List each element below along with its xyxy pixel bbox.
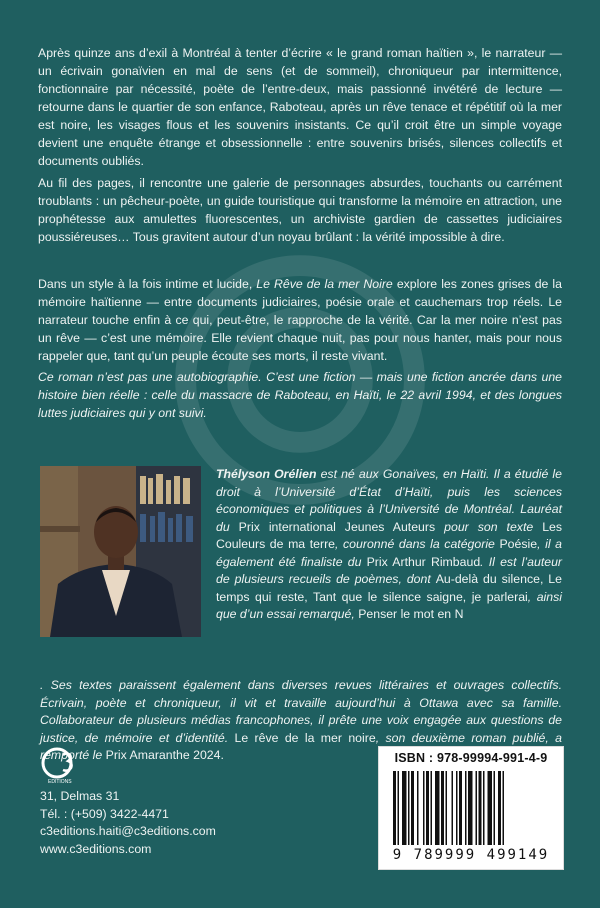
publisher-email: c3editions.haiti@c3editions.com — [40, 824, 216, 838]
work-2: Au-delà du silence — [435, 572, 540, 586]
author-bio-part-1: Thélyson Orélien est né aux Gonaïves, en Haïti. Il a étudié le droit à l’Université d’État d’Haïti, puis les sciences économiques et politiques à l’Université de Montréal. Lauréat du Prix international Jeunes Auteurs pour son texte Les Couleurs de ma terre, couronné dans la catégorie Poésie, il a également été finaliste du Prix Arthur Rimbaud. Il est l’auteur de plusieurs recueils de poèmes, dont Au-delà du silence, Le temps qui reste, Tant que le silence saigne, je parlerai, ainsi que d’un essai remarqué, Penser le mot en N — [216, 467, 563, 621]
summary-paragraph-1: Après quinze ans d’exil à Montréal à tenter d’écrire « le grand roman haïtien », le narrateur — un écrivain gonaïvien en mal de sens (et de sommeil), chroniqueur par intermittence, fonctionnaire par nécessité, poète de l’entre-deux, mais passionné invétéré de lecture — retourne dans le quartier de son enfance, Raboteau, après un rêve tenace et répétitif où la mer est noire, les visages flous et les souvenirs insistants. Ce qu’il croit être un simple voyage devient une enquête étrange et obsessionnelle : entre souvenirs brisés, silences collectifs et documents oubliés. — [38, 46, 562, 168]
publisher-logo-icon — [40, 745, 100, 785]
barcode-bar — [488, 771, 493, 845]
barcode-bar — [452, 771, 454, 845]
barcode-bar — [435, 771, 440, 845]
barcode-bar — [459, 771, 462, 845]
barcode-bar — [398, 771, 400, 845]
barcode-bar — [456, 771, 458, 845]
barcode-bar — [411, 771, 414, 845]
publisher-website: www.c3editions.com — [40, 841, 152, 856]
barcode-number: 9 789999 499149 — [392, 847, 550, 863]
barcode-bar — [441, 771, 444, 845]
work-3: Le temps qui reste — [216, 572, 562, 604]
prize-1: Prix international Jeunes Auteurs — [238, 519, 436, 534]
barcode-bar — [498, 771, 501, 845]
summary-p3-rest: explore les zones grises de la mémoire haïtienne — entre documents judiciaires, poésie orale et cauchemars trop réels. Le narrateur touche enfin à ce qui, peut-être, le rapproche de la vérité. Car la mer noire n’est pas un rêve — c’est une mémoire. Elle revient chaque nuit, pas pour nous hanter, mais pour nous rappeler que, tant qu’un peuple écoute ses morts, il reste vivant. — [38, 277, 562, 363]
barcode-bar — [494, 771, 496, 845]
barcode-bar — [423, 771, 425, 845]
work-6: Le rêve de la mer noire — [234, 730, 376, 745]
barcode-bar — [468, 771, 473, 845]
barcode-bar — [402, 771, 407, 845]
isbn-barcode — [378, 746, 564, 870]
barcode-bar — [476, 771, 478, 845]
barcode-bar — [446, 771, 448, 845]
summary-p3-intro: Dans un style à la fois intime et lucide, — [38, 277, 257, 291]
barcode-bar — [393, 771, 396, 845]
barcode-bar — [417, 771, 419, 845]
isbn-label: ISBN : 978-99994-991-4-9 — [394, 751, 548, 765]
book-title-inline: Le Rêve de la mer Noire — [256, 277, 393, 291]
barcode-bar — [408, 771, 410, 845]
barcode-bar — [503, 771, 505, 845]
publisher-logo-text: EDITIONS — [48, 779, 72, 785]
barcode-bar — [483, 771, 485, 845]
summary-paragraph-2: Au fil des pages, il rencontre une galerie de personnages absurdes, touchants ou carrément troublants : un pêcheur-poète, un guide touristique qui transforme la mémoire en attraction, une prophétesse aux amulettes fluorescentes, un archiviste gardien de cassettes judiciaires poussiéreuses… Tous gravitent autour d’un noyau brûlant : la vérité impossible à dire. — [38, 176, 562, 244]
barcode-bars — [391, 771, 551, 845]
author-bio-part-2: . Ses textes paraissent également dans diverses revues littéraires et ouvrages collectifs. Écrivain, poète et chroniqueur, il vit et travaille aujourd’hui à Ottawa avec sa famille. Collaborateur de plusieurs médias francophones, il prête une voix engagée aux questions de justice, de mémoire et d’identité. Le rêve de la mer noire, son deuxième roman publié, a remporté le Prix Amaranthe 2024. — [40, 678, 562, 762]
barcode-bar — [431, 771, 433, 845]
author-photo — [40, 466, 201, 637]
category: Poésie — [499, 537, 538, 551]
author-name: Thélyson Orélien — [216, 467, 317, 481]
barcode-bar — [479, 771, 482, 845]
prize-3: Prix Amaranthe 2024 — [105, 748, 221, 762]
work-5: Penser le mot en N — [358, 607, 464, 621]
barcode-bar — [426, 771, 429, 845]
publisher-address: 31, Delmas 31 — [40, 789, 120, 803]
publisher-phone: Tél. : (+509) 3422-4471 — [40, 806, 169, 821]
prize-2: Prix Arthur Rimbaud — [366, 554, 481, 569]
barcode-bar — [465, 771, 467, 845]
work-4: Tant que le silence saigne, je parlerai — [312, 589, 528, 604]
summary-paragraph-3 — [38, 275, 562, 365]
work-1: Les Couleurs de ma terre — [216, 519, 563, 551]
publisher-contact — [40, 788, 216, 858]
disclaimer-paragraph: Ce roman n’est pas une autobiographie. C’est une fiction — mais une fiction ancrée dans une histoire bien réelle : celle du massacre de Raboteau, en Haïti, le 22 avril 1994, et des longues luttes judiciaires qui y ont suivi. — [38, 370, 562, 420]
